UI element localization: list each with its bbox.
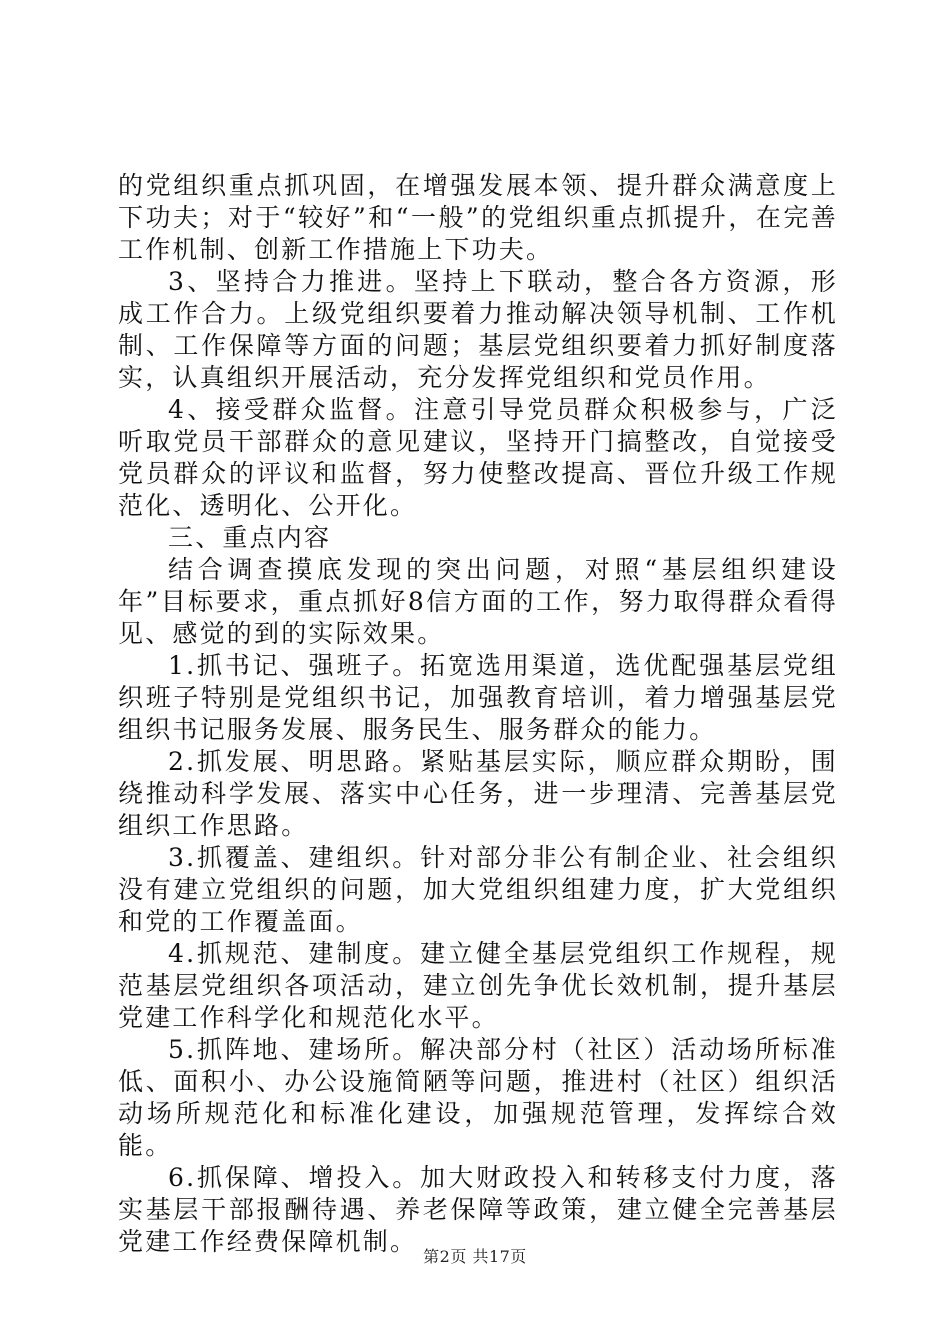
paragraph-item-3: 3.抓覆盖、建组织。针对部分非公有制企业、社会组织没有建立党组织的问题，加大党组织组建力度，扩大党组织和党的工作覆盖面。: [118, 843, 838, 936]
paragraph-continuation: 的党组织重点抓巩固，在增强发展本领、提升群众满意度上下功夫；对于“较好”和“一般”的党组织重点抓提升，在完善工作机制、创新工作措施上下功夫。: [118, 171, 838, 264]
page-number-footer: 第2页 共17页: [423, 1247, 527, 1266]
paragraph-point-3: 3、坚持合力推进。坚持上下联动，整合各方资源，形成工作合力。上级党组织要着力推动解决领导机制、工作机制、工作保障等方面的问题；基层党组织要着力抓好制度落实，认真组织开展活动，充分发挥党组织和党员作用。: [118, 267, 838, 392]
paragraph-item-4: 4.抓规范、建制度。建立健全基层党组织工作规程，规范基层党组织各项活动，建立创先争优长效机制，提升基层党建工作科学化和规范化水平。: [118, 939, 838, 1032]
paragraph-point-4: 4、接受群众监督。注意引导党员群众积极参与，广泛听取党员干部群众的意见建议，坚持开门搞整改，自觉接受党员群众的评议和监督，努力使整改提高、晋位升级工作规范化、透明化、公开化。: [118, 395, 838, 520]
paragraph-item-5: 5.抓阵地、建场所。解决部分村（社区）活动场所标准低、面积小、办公设施简陋等问题，推进村（社区）组织活动场所规范化和标准化建设，加强规范管理，发挥综合效能。: [118, 1035, 838, 1160]
paragraph-item-6: 6.抓保障、增投入。加大财政投入和转移支付力度，落实基层干部报酬待遇、养老保障等政策，建立健全完善基层党建工作经费保障机制。: [118, 1163, 838, 1256]
document-body: [118, 170, 838, 1258]
paragraph-item-1: 1.抓书记、强班子。拓宽选用渠道，选优配强基层党组织班子特别是党组织书记，加强教育培训，着力增强基层党组织书记服务发展、服务民生、服务群众的能力。: [118, 651, 838, 744]
section-heading-key-content: 三、重点内容: [168, 523, 332, 552]
paragraph-intro: 结合调查摸底发现的突出问题，对照“基层组织建设年”目标要求，重点抓好8信方面的工作，努力取得群众看得见、感觉的到的实际效果。: [118, 555, 838, 648]
paragraph-item-2: 2.抓发展、明思路。紧贴基层实际，顺应群众期盼，围绕推动科学发展、落实中心任务，进一步理清、完善基层党组织工作思路。: [118, 747, 838, 840]
